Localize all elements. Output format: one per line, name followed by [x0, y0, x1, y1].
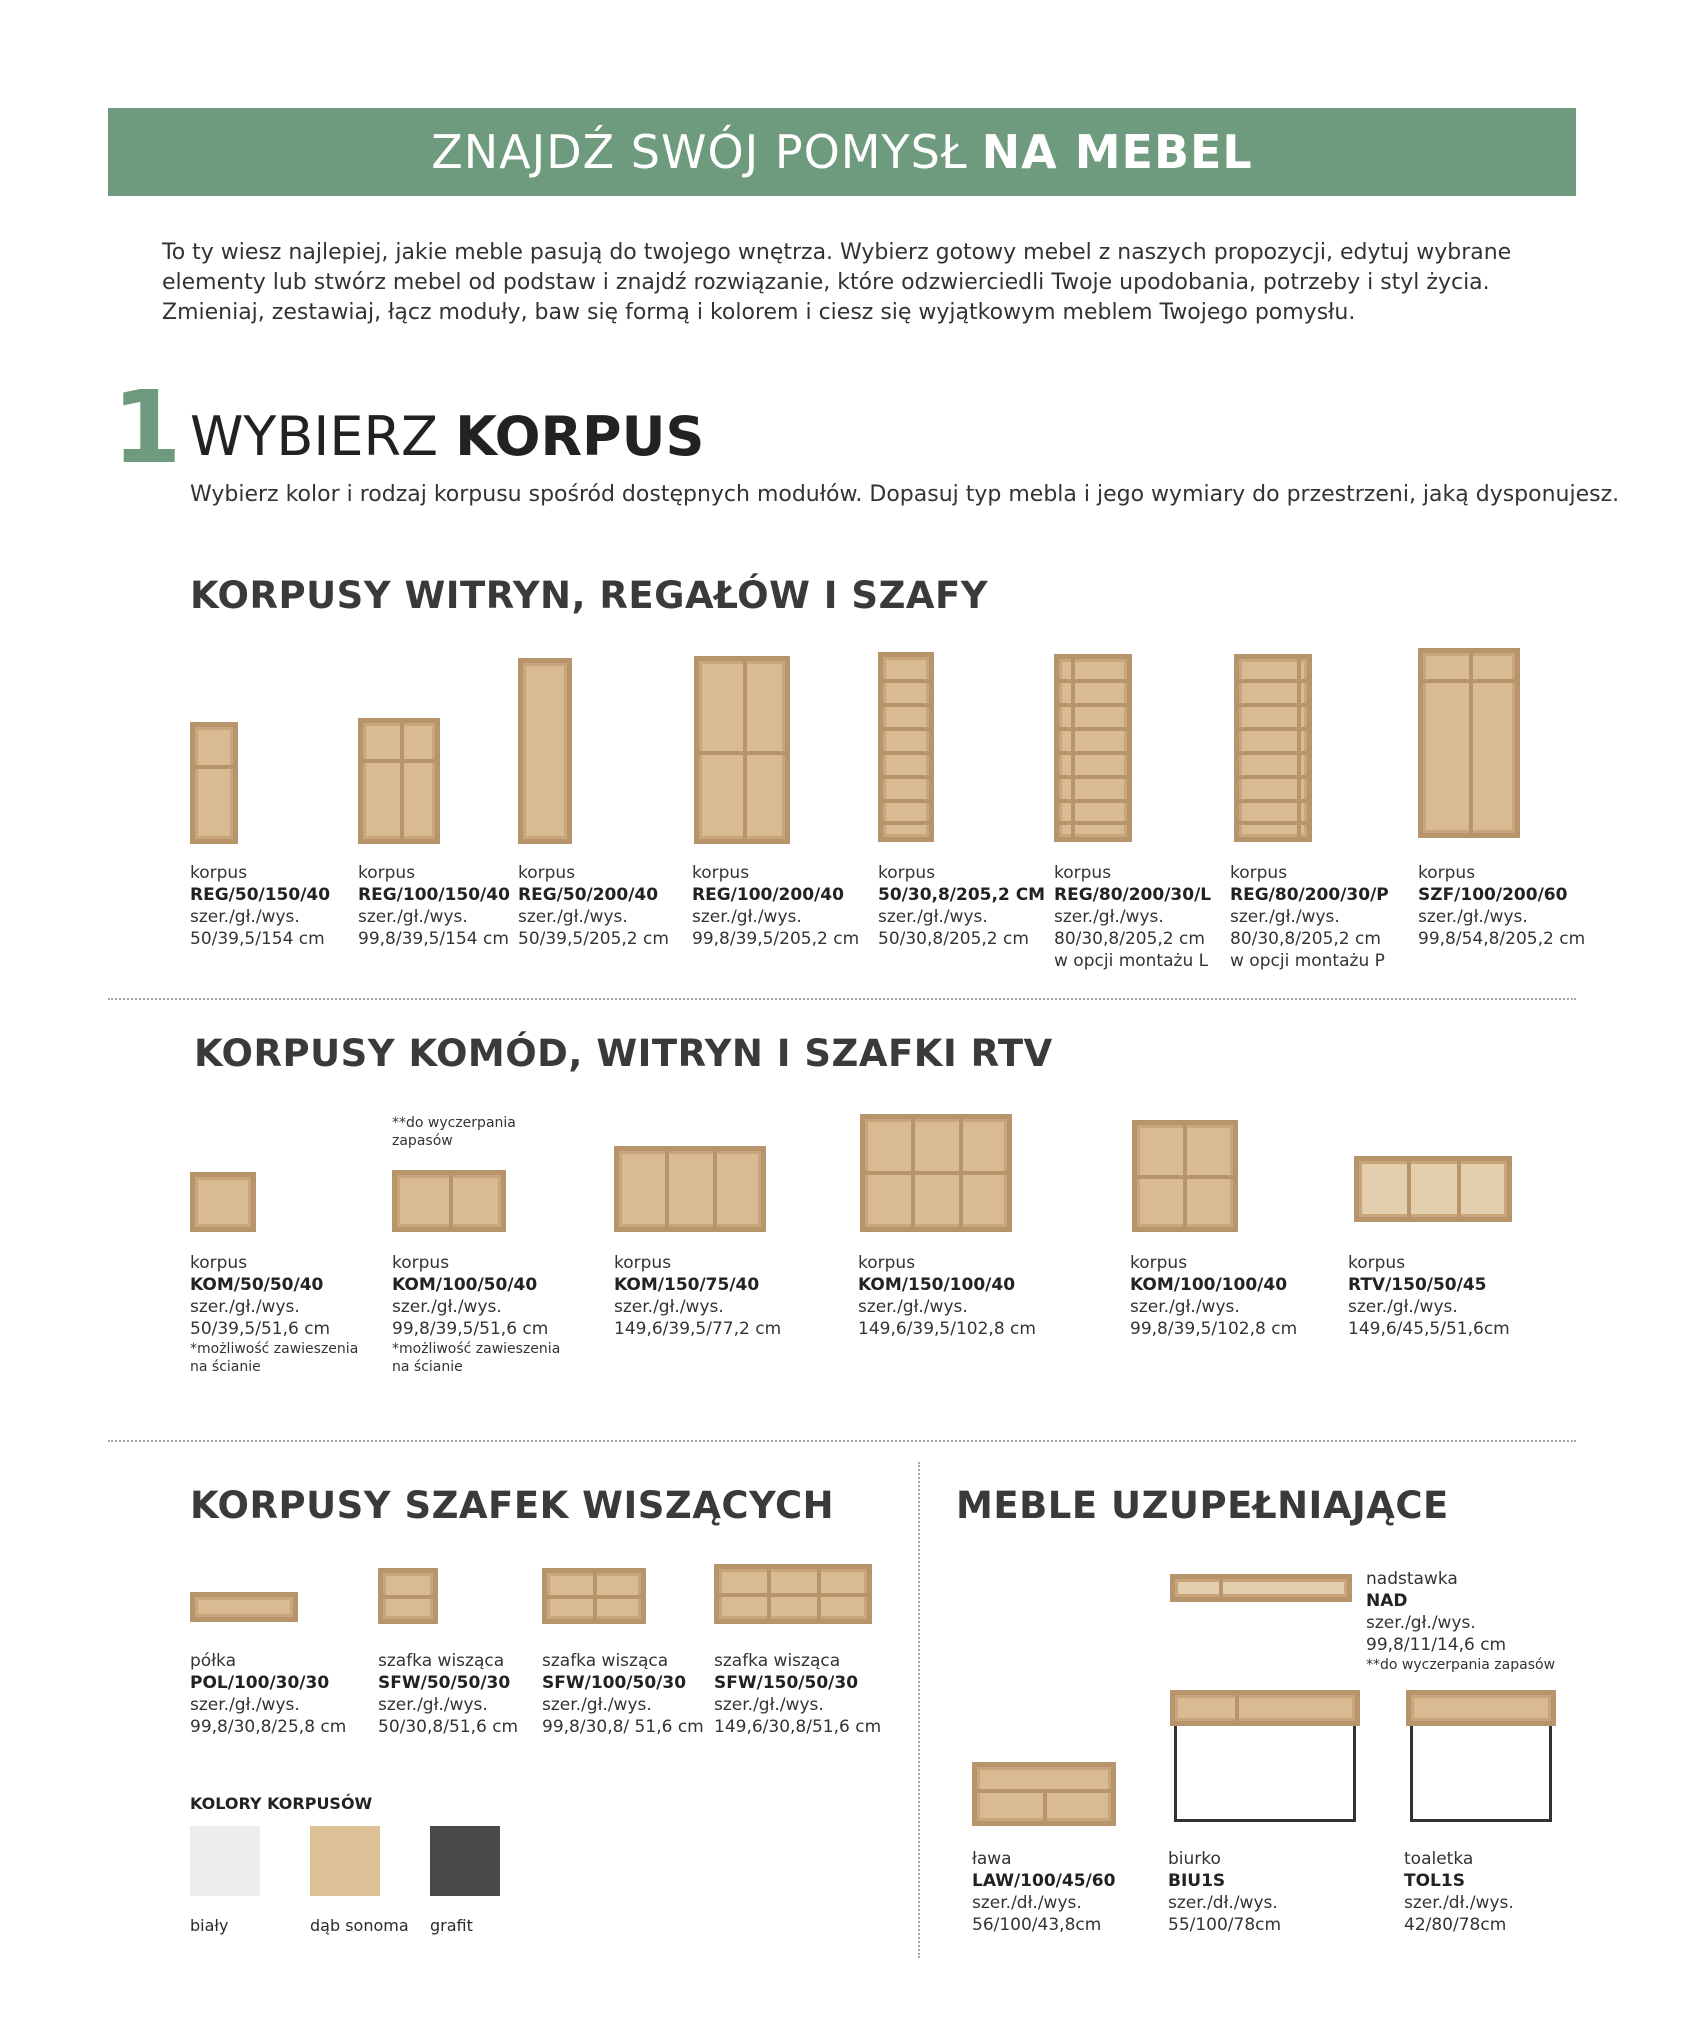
product-caption — [1130, 1252, 1297, 1340]
product-code: KOM/150/100/40 — [858, 1275, 1016, 1295]
wall-mount-note: *możliwość zawieszenia na ścianie — [392, 1341, 561, 1375]
product-code: REG/50/200/40 — [518, 885, 659, 905]
dims-label: szer./gł./wys. — [614, 1297, 724, 1317]
product-type: półka — [190, 1651, 236, 1671]
dims-label: szer./gł./wys. — [190, 1695, 300, 1715]
dims-value: 99,8/30,8/25,8 cm — [190, 1717, 347, 1737]
section-title-komody: KORPUSY KOMÓD, WITRYN I SZAFKI RTV — [194, 1032, 1053, 1075]
product-caption — [614, 1252, 781, 1340]
product-caption — [1418, 862, 1585, 950]
stock-note: **do wyczerpania zapasów — [392, 1115, 516, 1149]
product-image-tol[interactable] — [1406, 1690, 1556, 1726]
product-code: KOM/100/50/40 — [392, 1275, 538, 1295]
dims-value: 99,8/54,8/205,2 cm — [1418, 929, 1586, 949]
dims-label: szer./gł./wys. — [714, 1695, 824, 1715]
product-type: korpus — [1418, 863, 1476, 883]
product-code: REG/100/200/40 — [692, 885, 844, 905]
product-caption — [692, 862, 859, 950]
product-code: SZF/100/200/60 — [1418, 885, 1568, 905]
product-caption — [1054, 862, 1211, 972]
product-caption — [190, 1650, 346, 1738]
product-code: KOM/100/100/40 — [1130, 1275, 1288, 1295]
product-type: korpus — [1054, 863, 1112, 883]
dims-label: szer./gł./wys. — [518, 907, 628, 927]
dims-value: 149,6/45,5/51,6cm — [1348, 1319, 1510, 1339]
product-caption — [190, 862, 330, 950]
color-swatch-dab-sonoma[interactable] — [310, 1826, 380, 1896]
dims-value: 149,6/39,5/102,8 cm — [858, 1319, 1036, 1339]
product-type: toaletka — [1404, 1849, 1474, 1869]
product-caption — [1230, 862, 1389, 972]
dims-label: szer./gł./wys. — [190, 907, 300, 927]
product-image-reg-100-150[interactable] — [358, 718, 440, 844]
product-caption — [190, 1252, 360, 1376]
product-type: korpus — [392, 1253, 450, 1273]
desk-legs — [1174, 1726, 1356, 1822]
dims-label: szer./gł./wys. — [1230, 907, 1340, 927]
color-label: grafit — [430, 1916, 473, 1935]
product-type: ława — [972, 1849, 1012, 1869]
divider — [108, 998, 1576, 1000]
product-type: korpus — [1348, 1253, 1406, 1273]
wall-mount-note: *możliwość zawieszenia na ścianie — [190, 1341, 359, 1375]
product-image-kom-150-75[interactable] — [614, 1146, 766, 1232]
product-code: SFW/100/50/30 — [542, 1673, 687, 1693]
product-code: SFW/150/50/30 — [714, 1673, 859, 1693]
dims-label: szer./gł./wys. — [1348, 1297, 1458, 1317]
dims-value: 42/80/78cm — [1404, 1915, 1507, 1935]
product-code: REG/80/200/30/L — [1054, 885, 1212, 905]
dims-label: szer./gł./wys. — [378, 1695, 488, 1715]
dims-label: szer./gł./wys. — [392, 1297, 502, 1317]
product-code: REG/50/150/40 — [190, 885, 331, 905]
dims-value: 99,8/11/14,6 cm — [1366, 1635, 1507, 1655]
stock-note: **do wyczerpania zapasów — [1366, 1657, 1556, 1673]
product-code: REG/100/150/40 — [358, 885, 510, 905]
product-image-sfw-100-50[interactable] — [542, 1568, 646, 1624]
step-subtitle: Wybierz kolor i rodzaj korpusu spośród dostępnych modułów. Dopasuj typ mebla i jego wymiary do przestrzeni, jaką dysponujesz. — [190, 482, 1620, 507]
product-caption — [392, 1252, 562, 1376]
product-code: POL/100/30/30 — [190, 1673, 330, 1693]
dims-value: 50/30,8/51,6 cm — [378, 1717, 519, 1737]
product-caption — [378, 1650, 518, 1738]
dims-label: szer./gł./wys. — [1366, 1613, 1476, 1633]
banner-title-bold: NA MEBEL — [981, 125, 1253, 179]
product-type: korpus — [692, 863, 750, 883]
dims-value: 55/100/78cm — [1168, 1915, 1282, 1935]
step-heading — [190, 402, 704, 472]
product-image-szf-100-200[interactable] — [1418, 648, 1520, 838]
dims-value: 99,8/30,8/ 51,6 cm — [542, 1717, 704, 1737]
dims-value: 50/39,5/205,2 cm — [518, 929, 669, 949]
step-number: 1 — [112, 369, 182, 486]
section-title-regaly: KORPUSY WITRYN, REGAŁÓW I SZAFY — [190, 574, 989, 617]
divider — [108, 1440, 1576, 1442]
product-image-reg-80-200-p[interactable] — [1234, 654, 1312, 842]
product-image-reg-50-30-205[interactable] — [878, 652, 934, 842]
product-type: korpus — [1230, 863, 1288, 883]
section-title-meble-uzupelniajace: MEBLE UZUPEŁNIAJĄCE — [956, 1484, 1449, 1527]
product-type: szafka wisząca — [714, 1651, 841, 1671]
product-image-reg-80-200-l[interactable] — [1054, 654, 1132, 842]
dims-value: 50/30,8/205,2 cm — [878, 929, 1029, 949]
product-image-kom-100-50[interactable] — [392, 1170, 506, 1232]
product-type: korpus — [878, 863, 936, 883]
product-type: biurko — [1168, 1849, 1221, 1869]
product-image-sfw-150-50[interactable] — [714, 1564, 872, 1624]
dims-label: szer./dł./wys. — [1168, 1893, 1278, 1913]
product-caption — [358, 862, 510, 950]
product-code: REG/80/200/30/P — [1230, 885, 1389, 905]
product-image-reg-100-200[interactable] — [694, 656, 790, 844]
product-code: TOL1S — [1404, 1871, 1465, 1891]
mount-option: w opcji montażu P — [1230, 951, 1385, 971]
product-code: KOM/50/50/40 — [190, 1275, 324, 1295]
product-type: korpus — [190, 1253, 248, 1273]
dims-label: szer./dł./wys. — [972, 1893, 1082, 1913]
dims-value: 50/39,5/154 cm — [190, 929, 325, 949]
product-caption — [1168, 1848, 1281, 1936]
product-image-pol-100-30[interactable] — [190, 1592, 298, 1622]
step-heading-bold: KORPUS — [455, 405, 705, 468]
dims-value: 80/30,8/205,2 cm — [1054, 929, 1205, 949]
product-caption — [858, 1252, 1036, 1340]
dims-value: 99,8/39,5/102,8 cm — [1130, 1319, 1298, 1339]
product-caption — [1366, 1568, 1555, 1674]
color-swatch-grafit[interactable] — [430, 1826, 500, 1896]
product-code: LAW/100/45/60 — [972, 1871, 1116, 1891]
product-type: korpus — [190, 863, 248, 883]
product-caption — [542, 1650, 704, 1738]
dims-label: szer./gł./wys. — [1130, 1297, 1240, 1317]
product-caption — [878, 862, 1045, 950]
dims-label: szer./gł./wys. — [858, 1297, 968, 1317]
dims-value: 99,8/39,5/205,2 cm — [692, 929, 860, 949]
product-image-kom-150-100[interactable] — [860, 1114, 1012, 1232]
product-image-rtv-150-50[interactable] — [1354, 1156, 1512, 1222]
product-image-biu[interactable] — [1170, 1690, 1360, 1726]
colors-title: KOLORY KORPUSÓW — [190, 1794, 373, 1813]
product-image-kom-50-50[interactable] — [190, 1172, 256, 1232]
product-caption — [972, 1848, 1115, 1936]
mount-option: w opcji montażu L — [1054, 951, 1209, 971]
product-caption — [1404, 1848, 1514, 1936]
product-code: KOM/150/75/40 — [614, 1275, 760, 1295]
product-type: korpus — [1130, 1253, 1188, 1273]
color-label: biały — [190, 1916, 229, 1935]
color-label: dąb sonoma — [310, 1916, 409, 1935]
dims-value: 149,6/39,5/77,2 cm — [614, 1319, 782, 1339]
product-code: BIU1S — [1168, 1871, 1226, 1891]
dims-label: szer./dł./wys. — [1404, 1893, 1514, 1913]
product-code: RTV/150/50/45 — [1348, 1275, 1487, 1295]
product-image-kom-100-100[interactable] — [1132, 1120, 1238, 1232]
dims-label: szer./gł./wys. — [878, 907, 988, 927]
dims-label: szer./gł./wys. — [542, 1695, 652, 1715]
dims-value: 80/30,8/205,2 cm — [1230, 929, 1381, 949]
product-type: nadstawka — [1366, 1569, 1458, 1589]
product-code: NAD — [1366, 1591, 1408, 1611]
dims-value: 56/100/43,8cm — [972, 1915, 1102, 1935]
column-divider — [918, 1462, 920, 1958]
dims-value: 149,6/30,8/51,6 cm — [714, 1717, 882, 1737]
dims-label: szer./gł./wys. — [1054, 907, 1164, 927]
dims-label: szer./gł./wys. — [358, 907, 468, 927]
dims-value: 99,8/39,5/51,6 cm — [392, 1319, 549, 1339]
product-type: szafka wisząca — [542, 1651, 669, 1671]
product-type: korpus — [358, 863, 416, 883]
product-type: korpus — [518, 863, 576, 883]
section-title-szafki-wiszace: KORPUSY SZAFEK WISZĄCYCH — [190, 1484, 835, 1527]
dims-label: szer./gł./wys. — [190, 1297, 300, 1317]
dims-value: 50/39,5/51,6 cm — [190, 1319, 331, 1339]
color-swatch-bialy[interactable] — [190, 1826, 260, 1896]
dims-value: 99,8/39,5/154 cm — [358, 929, 509, 949]
product-image-nad[interactable] — [1170, 1574, 1352, 1602]
product-caption — [518, 862, 669, 950]
product-code: SFW/50/50/30 — [378, 1673, 511, 1693]
product-image-reg-50-200[interactable] — [518, 658, 572, 844]
product-image-reg-50-150[interactable] — [190, 722, 238, 844]
product-type: szafka wisząca — [378, 1651, 505, 1671]
step-heading-light: WYBIERZ — [190, 405, 438, 468]
intro-paragraph: To ty wiesz najlepiej, jakie meble pasują do twojego wnętrza. Wybierz gotowy mebel z naszych propozycji, edytuj wybrane elementy lub stwórz mebel od podstaw i znajdź rozwiązanie, które odzwierciedli Twoje upodobania, potrzeby i styl życia. Zmieniaj, zestawiaj, łącz moduły, baw się formą i kolorem i ciesz się wyjątkowym meblem Twojego pomysłu. — [162, 240, 1512, 325]
product-caption — [714, 1650, 881, 1738]
vanity-legs — [1410, 1726, 1552, 1822]
product-code: 50/30,8/205,2 CM — [878, 885, 1046, 905]
dims-label: szer./gł./wys. — [1418, 907, 1528, 927]
dims-label: szer./gł./wys. — [692, 907, 802, 927]
product-caption — [1348, 1252, 1510, 1340]
product-type: korpus — [614, 1253, 672, 1273]
product-image-sfw-50-50[interactable] — [378, 1568, 438, 1624]
product-image-law[interactable] — [972, 1762, 1116, 1826]
banner-title-light: ZNAJDŹ SWÓJ POMYSŁ — [431, 125, 968, 179]
product-type: korpus — [858, 1253, 916, 1273]
header-banner — [108, 108, 1576, 196]
